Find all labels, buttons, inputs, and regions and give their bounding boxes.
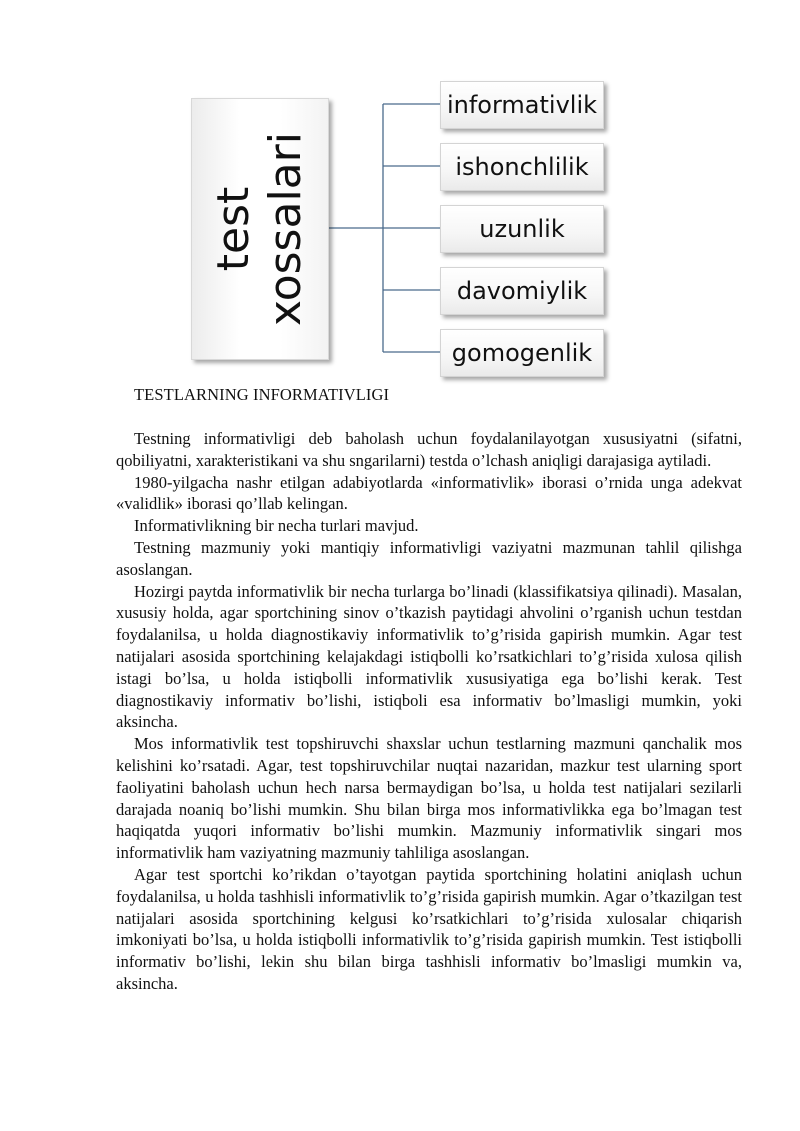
body-text: [116, 428, 742, 995]
diagram-node-gomogenlik: gomogenlik: [440, 329, 604, 377]
diagram-node-uzunlik: uzunlik: [440, 205, 604, 253]
diagram-main-label: [192, 99, 328, 359]
paragraph: Informativlikning bir necha turlari mavjud.: [134, 516, 419, 536]
diagram-main-box: [191, 98, 329, 360]
diagram-main-line1: test: [208, 186, 259, 272]
test-properties-diagram: [0, 0, 800, 380]
paragraph: Testning informativligi deb baholash uchun foydalanilayotgan xususiyatni (sifatni, qobiliyatni, xarakteristikani va shu sngarilarni) testda o’lchash aniqligi darajasiga aytiladi.: [116, 429, 742, 470]
paragraph: Agar test sportchi ko’rikdan o’tayotgan paytida sportchining holatini aniqlash uchun foydalanilsa, u holda tashhisli informativlik to’g’risida gapirish mumkin. Agar o’tkazilgan test natijalari asosida sportchining kelgusi ko’rsatkichlari to’g’risida xulosalar chiqarish imkoniyati bo’lsa, u holda istiqbolli informativlik to’g’risida gapirish mumkin. Test istiqbolli informativ bo’lishi, lekin shu bilan birga tashhisli informativ bo’lmasligi mumkin va, aksincha.: [116, 864, 742, 993]
section-heading: TESTLARNING INFORMATIVLIGI: [134, 385, 390, 404]
diagram-node-ishonchlilik: ishonchlilik: [440, 143, 604, 191]
diagram-main-line2: xossalari: [260, 132, 311, 326]
paragraph: Testning mazmuniy yoki mantiqiy informativligi vaziyatni mazmunan tahlil qilishga asoslangan.: [116, 537, 742, 579]
diagram-node-informativlik: informativlik: [440, 81, 604, 129]
paragraph: 1980-yilgacha nashr etilgan adabiyotlarda «informativlik» iborasi o’rnida unga adekvat «validlik» iborasi qo’llab kelingan.: [116, 472, 742, 514]
paragraph: Hozirgi paytda informativlik bir necha turlarga bo’linadi (klassifikatsiya qilinadi). Masalan, xususiy holda, agar sportchining sinov o’tkazish paytidagi ahvolini o’rganish uchun testdan foydalanilsa, u holda diagnostikaviy informativlik to’g’risida gapirish mumkin. Agar test natijalari asosida sportchining kelajakdagi istiqbolli ko’rsatkichlari to’g’risida xulosa qilish istagi bo’lsa, u holda istiqbolli informativlik xususiyatiga ega bo’lishi kerak. Test diagnostikaviy informativ bo’lishi, istiqboli esa informativ bo’lmasligi mumkin, yoki aksincha.: [116, 581, 742, 732]
diagram-node-davomiylik: davomiylik: [440, 267, 604, 315]
diagram-connector-lines: [0, 0, 800, 380]
paragraph: Mos informativlik test topshiruvchi shaxslar uchun testlarning mazmuni qanchalik mos kelishini ko’rsatadi. Agar, test topshiruvchilar nuqtai nazaridan, mazkur test ularning sport faoliyatini baholash uchun hech narsa bermaydigan bo’lsa, u holda test natijalari sezilarli darajada noaniq bo’lishi mumkin. Shu bilan birga mos informativlikka ega bo’lmagan test haqiqatda yuqori informativ bo’lishi mumkin. Mazmuniy informativlik singari mos informativlik ham vaziyatning mazmuniy tahliliga asoslangan.: [116, 734, 742, 863]
